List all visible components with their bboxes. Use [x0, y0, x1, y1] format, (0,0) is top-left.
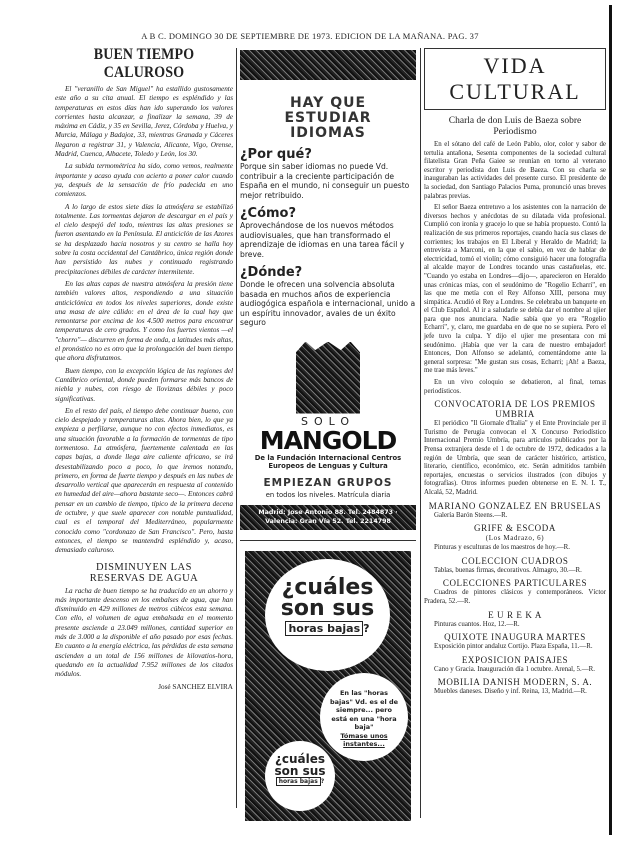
notice-text: Tablas, buenas firmas, decorativos. Almagro, 30.—R.: [434, 566, 582, 574]
paragraph: La subida termométrica ha sido, como vemos, realmente importante y acaso ayuda con acierto a poner calor cuando ya, después de la sensación de frío padecida en uno comienzos.: [55, 162, 233, 199]
notice-text: El periódico "Il Giornale d'Italia" y el Ente Provinciale per il Turismo de Perugia convocan el X Concurso Periodístico Internacional Premio Umbría, para artículos publicados por la Prensa extranjera desde el 1 de octubre de 1972, dedicados a la región de Umbría, que sean de carácter histórico, artístico, literario, científico, económico, etc. Serán admitidos también reportajes, encuestas o servicios ilustrados (con dibujos y fotografías). Otros informes pueden obtenerse en E. N. I. T., Alcalá, 52, Madrid.: [424, 420, 606, 496]
paragraph: En las altas capas de nuestra atmósfera la presión tiene también valores altos, respondiendo a una situación anticiclónica en todos los niveles superiores, donde existe una masa de aire cálido: en el área de la cual hay que remontarse por encima de los 4.500 metros para encontrar temperaturas de cero grados. Y como los fuertes vientos —el "chorro"— discurren en forma de onda, a latitudes más altas, el pronóstico no es otro que la prolongación del buen tiempo que ahora disfrutamos.: [55, 279, 233, 363]
subheading: DISMINUYEN LAS RESERVAS DE AGUA: [89, 561, 199, 584]
foundation-text: De la Fundación Internacional Centros Europeos de Lenguas y Cultura: [254, 453, 402, 470]
ad-bubble-text: [320, 673, 408, 761]
article-title: BUEN TIEMPO CALUROSO: [93, 46, 195, 81]
notice-text: Pinturas cuantos. Hoz, 12.—R.: [434, 620, 520, 628]
notice-title: MARIANO GONZALEZ EN BRUSELAS: [428, 500, 602, 511]
ad-answer: Porque sin saber idiomas no puede Vd. contribuir a la creciente participación de España en el mundo, ni conseguir un puesto mejor retribuido.: [240, 162, 410, 200]
ad-answer: Aprovechándose de los nuevos métodos audiovisuales, que han transformado el aprendizaje de idiomas en una tarea fácil y breve.: [240, 221, 405, 259]
mangold-logo: [240, 342, 416, 454]
brand-name: MANGOLD: [259, 425, 397, 455]
ad-box-text: horas bajas: [285, 621, 363, 636]
ad-box-text: horas bajas: [276, 777, 321, 786]
ad-header-image: [240, 50, 416, 80]
paragraph: A lo largo de estos siete días la atmósfera se estabilizó totalmente. Las tormentas dejaron de descargar en el país y el cielo despejó del todo, mientras las altas presiones se fueron asentando en la Península. El anticiclón de las Azores se ha desplazado hacia nosotros y su centro se halla hoy sobre la costa occidental del Cantábrico, única región donde han persistido las nubes y continuado registrando precipitaciones débiles de carácter intermitente.: [55, 202, 233, 276]
notice-title: QUIXOTE INAUGURA MARTES: [444, 632, 586, 643]
ad-question-mark: ?: [363, 622, 370, 635]
page-header: A B C. DOMINGO 30 DE SEPTIEMBRE DE 1973. EDICION DE LA MAÑANA. PAG. 37: [141, 31, 479, 41]
ad-big-text: son sus: [280, 596, 375, 621]
section-banner: VIDA CULTURAL: [424, 48, 606, 110]
paragraph: En el sótano del café de León Pablo, olor, color y sabor de tertulia antañona, Sesenta componentes de la sociedad cultural filatelista Gran Peña Gaiee se reunían en torno al veterano escritor y periodista don Luis de Baeza. Con su charla se inauguraban las actividades del presente curso. El presidente de la sociedad, don Santiago Palacios Puma, pronunció unas breves palabras previas.: [424, 141, 606, 200]
ad-big-text: ¿cuáles: [274, 752, 326, 766]
page-edge: [609, 5, 612, 835]
article-buen-tiempo: [55, 46, 233, 806]
ad-question: ¿Dónde?: [240, 265, 303, 280]
ad-bubble-small: [265, 741, 335, 811]
groups-sub: en todos los niveles. Matrícula diaria: [265, 490, 391, 499]
ad-body-text: En las "horas bajas" Vd. es el de siempre... pero está en una "hora baja": [329, 689, 399, 731]
ad-address: Madrid: Jose Antonio 88. Tel. 2484873 · Valencia: Gran Vía 52. Tel. 2214798: [240, 505, 416, 530]
ad-big-text: son sus: [274, 764, 326, 778]
ad-bubble-main: [265, 559, 390, 671]
ad-title: HAY QUE ESTUDIAR IDIOMAS: [284, 95, 372, 141]
ad-answer: Donde le ofrecen una solvencia absoluta basada en muchos años de experiencia audiogógica española e internacional, unido a un espíritu innovador, avales de un éxito seguro: [240, 280, 416, 327]
paragraph: En un vivo coloquio se debatieron, al final, temas periodísticos.: [424, 379, 606, 395]
paragraph: Buen tiempo, con la excepción lógica de las regiones del Cantábrico oriental, donde pueden formarse más bancos de niebla y nubes, con riesgo de lloviznas débiles y poco significativas.: [55, 366, 233, 403]
notice-text: Exposición pintor andaluz Cortijo. Plaza España, 11.—R.: [434, 643, 593, 651]
column-rule: [420, 48, 421, 818]
ad-cta-text: Tómase unos instantes...: [340, 731, 388, 748]
notice-title: E U R E K A: [488, 609, 542, 620]
notice-title: GRIFE & ESCODA: [474, 523, 556, 534]
horas-bajas-ad: [245, 551, 411, 821]
paragraph: El "veranillo de San Miguel" ha estallido gustosamente este año a su cita anual. El tiempo es espléndido y las temperaturas en estos días han ido superando los valores corrientes hasta alcanzar, a finalizar la semana, 39 de máxima en Cádiz, y 35 en Sevilla, Jerez, Córdoba y Huelva, y Murcia, Málaga y Badajoz, 33, mientras Granada y Cáceres llegaron a registrar 31, y Valencia, Alicante, Vigo, Orense, Madrid, Cuenca, Albacete, Toledo y León, los 30.: [55, 85, 233, 159]
notice-title: COLECCION CUADROS: [461, 555, 569, 566]
notice-subtitle: (Los Madrazo, 6): [485, 534, 545, 543]
signature: José SANCHEZ ELVIRA: [158, 682, 233, 691]
notice-text: Pinturas y esculturas de los maestros de hoy.—R.: [434, 544, 571, 552]
logo-solo: SOLO: [300, 414, 356, 428]
notice-text: Muebles daneses. Diseño y inf. Reina, 13, Madrid.—R.: [434, 688, 587, 696]
notice-title: COLECCIONES PARTICULARES: [442, 578, 588, 589]
tower-emblem-icon: [296, 342, 360, 414]
notice-title: MOBILIA DANISH MODERN, S. A.: [437, 677, 593, 688]
notice-text: Galería Barón Steens.—R.: [434, 511, 508, 519]
ad-question-mark: ?: [320, 778, 325, 785]
ad-question: ¿Cómo?: [240, 206, 297, 221]
notice-text: Cuadros de pintores clásicos y contemporáneos. Víctor Pradera, 52.—R.: [424, 589, 606, 605]
groups-heading: EMPIEZAN GRUPOS: [263, 476, 393, 489]
ad-question: ¿Por qué?: [240, 147, 312, 162]
paragraph: La racha de buen tiempo se ha traducido en un ahorro y más importante descenso en los embalses de agua, que han disminuido en 429 millones de metros cúbicos esta semana. Con ello, el volumen de agua embalsada en el momento presente asciende a 23.049 millones, cantidad superior en más de 3.000 a la disponible el año pasado por esas fechas. En cuanto a la energía eléctrica, las pérdidas de esta semana ascienden a un total de 156 millones de kilovatios-hora, quedando en la actualidad 7.952 millones de los citados módulos.: [55, 586, 233, 679]
divider: [240, 540, 416, 541]
article-title: Charla de don Luis de Baeza sobre Periodismo: [448, 116, 582, 137]
notice-text: Cano y Gracia. Inauguración día 1 octubre. Arenal, 5.—R.: [434, 665, 595, 673]
vida-cultural-section: [424, 46, 606, 816]
ad-big-text: ¿cuáles: [281, 575, 374, 600]
advertisements: [240, 46, 416, 816]
notice-title: EXPOSICION PAISAJES: [461, 654, 569, 665]
column-rule: [236, 48, 237, 808]
paragraph: En el resto del país, el tiempo debe continuar bueno, con cielo despejado y temperaturas altas. Ahora bien, lo que ya empieza a perfilarse, aunque no con efectos inmediatos, es una situación favorable a la formación de tormentas de tipo tormentoso. La atmósfera, fuertemente calentada en las capas bajas, a donde llega aire caliente africano, se irá desestabilizando poco a poco, lo que iremos notando, primero, en forma de fuerte tiempo y después en las nubes de desarrollo vertical que aparecerán en respuesta al contenido en humedad del aire—ahora bastante seco—. Entonces cabrá pensar en un cambio de tiempo, típico de la primera decena de octubre, y que suele aparecer con notable puntualidad, cual es el temporal del Mediterráneo, popularmente conocido como "cordonazo de San Francisco". Pero, hasta entonces, el tiempo se mantendrá espléndido y, acaso, demasiado caluroso.: [55, 406, 233, 555]
paragraph: El señor Baeza entretuvo a los asistentes con la narración de diversos hechos y anécdotas de su dilatada vida profesional. Cumplió con ironía y gracejo lo que se había propuesto. Contó la realización de sus primeros reportajes, cuando hacía sus clases de corrientes; los trabajos en El Liberal y Heraldo de Madrid; la entrevista a Marconi, en la que el sabio, en vez de hablar de electricidad, tomó el violín; cómo consiguió hacer una fotografía al alcalde mayor de Londres tocando unas castañuelas, etc. "Cuando yo estaba en Londres—dijo—, aparecieron en Heraldo unas crónicas mías, con el seudónimo de "Rogelio Echarri", en las que me metía con el Rey Alfonso XIII, persona muy simpática. Acudió el Rey a Londres. Se celebraba un banquete en el Club Español. Al ir a saludarle se debía dar el nombre al ujier para que nos anunciara. Nadie sabía que yo era "Rogelio Echarri", y, claro, me guardaba en de que no se supiera. Pero el jefe tuvo la culpa. Y dijo el ujier me presentara con mi seudónimo. ¡Había que ver la cara de nuestro embajador! Entonces, Don Alfonso se adelantó, comentándome ante la general sorpresa: "Me gustan sus cosas, Echarri; ¡Ah! a Baeza, me trae más leves.": [424, 204, 606, 375]
notice-title: CONVOCATORIA DE LOS PREMIOS UMBRIA: [434, 399, 596, 420]
